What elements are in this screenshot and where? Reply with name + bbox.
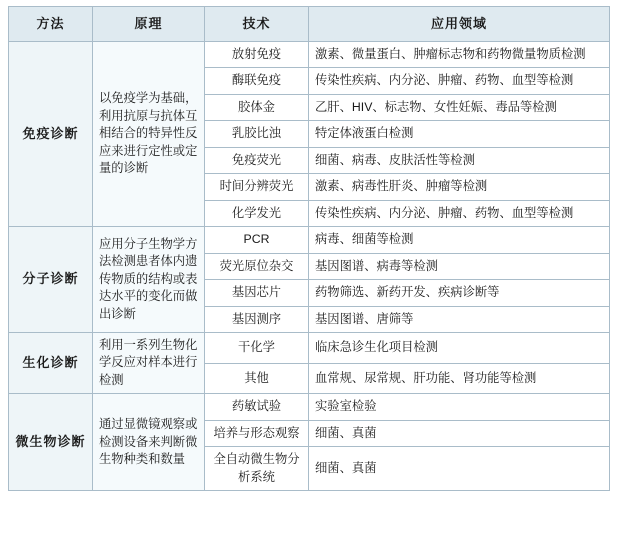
application-cell: 细菌、病毒、皮肤活性等检测	[309, 147, 610, 173]
column-header-method: 方法	[9, 7, 93, 42]
column-header-application: 应用领域	[309, 7, 610, 42]
column-header-technology: 技术	[205, 7, 309, 42]
table-header	[9, 7, 610, 42]
table-body	[9, 42, 610, 491]
application-cell: 细菌、真菌	[309, 447, 610, 491]
application-cell: 传染性疾病、内分泌、肿瘤、药物、血型等检测	[309, 68, 610, 94]
table-row	[9, 394, 610, 420]
technology-cell: 化学发光	[205, 200, 309, 226]
application-cell: 病毒、细菌等检测	[309, 227, 610, 253]
table-row	[9, 332, 610, 363]
method-category-cell: 生化诊断	[9, 332, 93, 393]
application-cell: 激素、微量蛋白、肿瘤标志物和药物微量物质检测	[309, 42, 610, 68]
technology-cell: 时间分辨荧光	[205, 174, 309, 200]
table-header-row	[9, 7, 610, 42]
column-header-principle: 原理	[93, 7, 205, 42]
technology-cell: 其他	[205, 363, 309, 394]
method-category-cell: 免疫诊断	[9, 42, 93, 227]
application-cell: 血常规、尿常规、肝功能、肾功能等检测	[309, 363, 610, 394]
technology-cell: 酶联免疫	[205, 68, 309, 94]
method-principle-cell: 应用分子生物学方法检测患者体内遗传物质的结构或表达水平的变化而做出诊断	[93, 227, 205, 333]
technology-cell: 胶体金	[205, 94, 309, 120]
application-cell: 乙肝、HIV、标志物、女性妊娠、毒品等检测	[309, 94, 610, 120]
table-row	[9, 227, 610, 253]
technology-cell: 荧光原位杂交	[205, 253, 309, 279]
application-cell: 传染性疾病、内分泌、肿瘤、药物、血型等检测	[309, 200, 610, 226]
method-principle-cell: 利用一系列生物化学反应对样本进行检测	[93, 332, 205, 393]
table-row	[9, 42, 610, 68]
application-cell: 实验室检验	[309, 394, 610, 420]
technology-cell: 免疫荧光	[205, 147, 309, 173]
technology-cell: 放射免疫	[205, 42, 309, 68]
technology-cell: 基因测序	[205, 306, 309, 332]
method-principle-cell: 通过显微镜观察或检测设备来判断微生物种类和数量	[93, 394, 205, 491]
method-category-cell: 微生物诊断	[9, 394, 93, 491]
technology-cell: PCR	[205, 227, 309, 253]
application-cell: 临床急诊生化项目检测	[309, 332, 610, 363]
technology-cell: 基因芯片	[205, 280, 309, 306]
technology-cell: 药敏试验	[205, 394, 309, 420]
technology-cell: 干化学	[205, 332, 309, 363]
application-cell: 基因图谱、病毒等检测	[309, 253, 610, 279]
method-principle-cell: 以免疫学为基础，利用抗原与抗体互相结合的特异性反应来进行定性或定量的诊断	[93, 42, 205, 227]
technology-cell: 乳胶比浊	[205, 121, 309, 147]
application-cell: 细菌、真菌	[309, 420, 610, 446]
application-cell: 基因图谱、唐筛等	[309, 306, 610, 332]
application-cell: 激素、病毒性肝炎、肿瘤等检测	[309, 174, 610, 200]
method-category-cell: 分子诊断	[9, 227, 93, 333]
application-cell: 特定体液蛋白检测	[309, 121, 610, 147]
application-cell: 药物筛选、新药开发、疾病诊断等	[309, 280, 610, 306]
technology-cell: 全自动微生物分析系统	[205, 447, 309, 491]
technology-cell: 培养与形态观察	[205, 420, 309, 446]
diagnostics-methods-table	[8, 6, 610, 491]
